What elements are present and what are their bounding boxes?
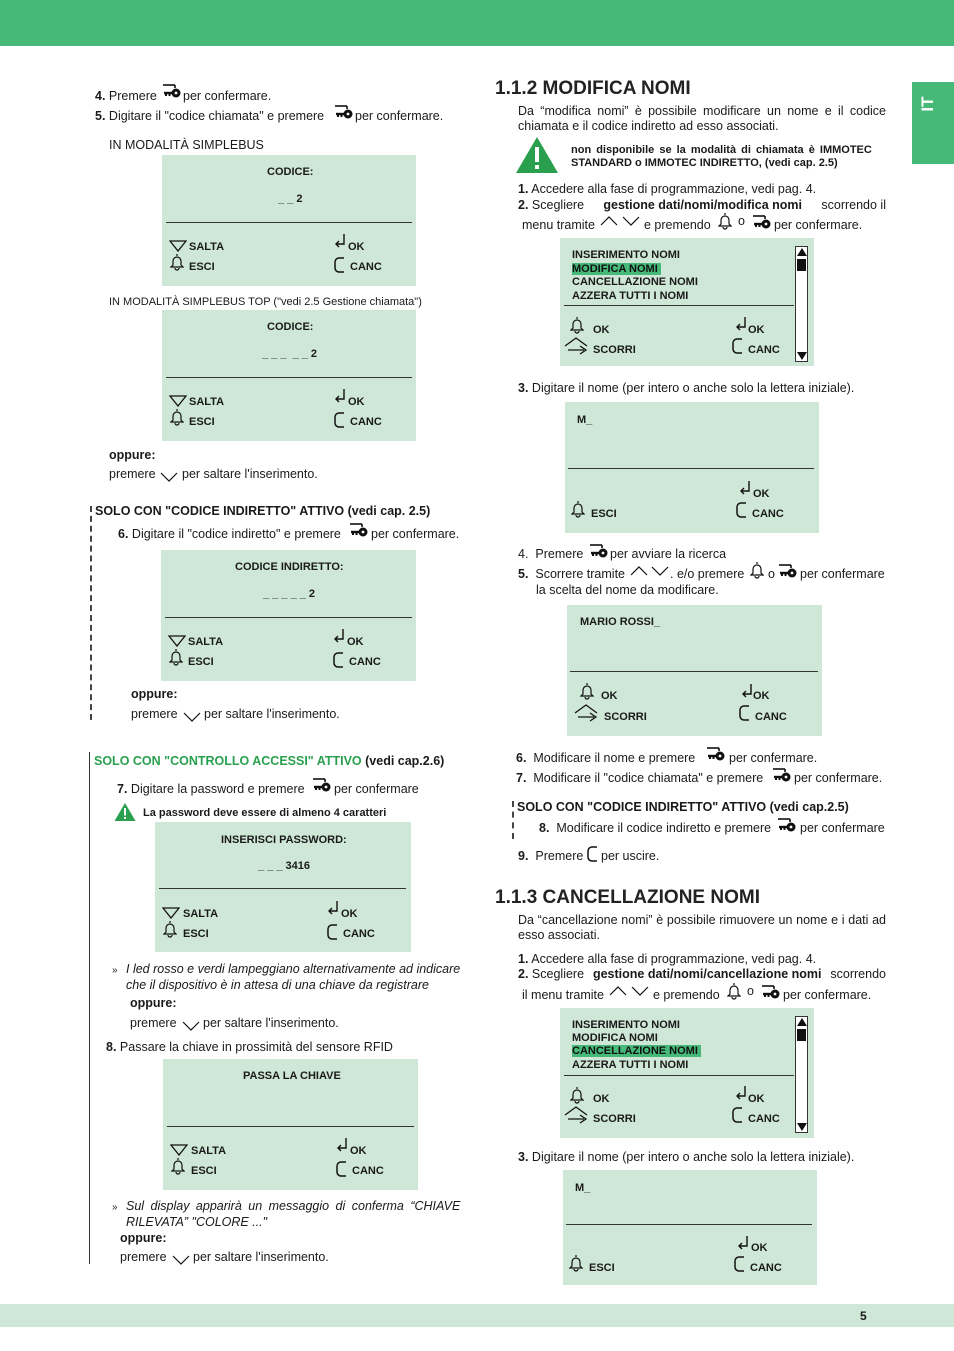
lcd-value: MARIO ROSSI_ [580, 616, 661, 628]
chevron-up-icon [600, 216, 618, 226]
section-marker [90, 506, 92, 720]
step-7: 7. Digitare la password e premere [117, 782, 305, 796]
note-bullet: » [112, 1202, 118, 1213]
triangle-down-icon [168, 635, 186, 647]
indiretto-heading-right: SOLO CON "CODICE INDIRETTO" ATTIVO (vedi cap.2.5) [517, 800, 849, 814]
oppure: oppure: [130, 996, 177, 1010]
scorri-label: SCORRI [593, 1113, 636, 1125]
scorri-icon [564, 336, 592, 356]
scorri-label: SCORRI [604, 711, 647, 723]
key-icon [349, 522, 369, 538]
menu-item: INSERIMENTO NOMI [572, 1019, 680, 1031]
bell-icon [750, 561, 764, 579]
oppure: oppure: [131, 687, 178, 701]
note-bullet: » [112, 965, 118, 976]
ok-label: OK [748, 324, 765, 336]
salta-label: SALTA [183, 908, 219, 920]
canc-label: CANC [755, 711, 787, 723]
menu-item-selected: CANCELLAZIONE NOMI [572, 1045, 701, 1057]
m-step-6-post: per confermare. [729, 751, 818, 765]
bell-icon [170, 253, 184, 271]
key-icon [334, 104, 354, 120]
triangle-down-icon [162, 907, 180, 919]
section-title-cancellazione: 1.1.3 CANCELLAZIONE NOMI [495, 887, 760, 908]
skip-pre: premere [120, 1250, 167, 1264]
c-icon [739, 704, 751, 722]
lcd-codice [162, 155, 416, 286]
m-step-5-o: o [768, 567, 775, 581]
c-step-3: 3. Digitare il nome (per intero o anche solo la lettera iniziale). [518, 1150, 855, 1164]
chevron-down-icon [631, 986, 649, 996]
c-icon [587, 845, 599, 863]
key-icon [162, 83, 182, 99]
c-icon [334, 411, 346, 429]
key-icon [312, 777, 332, 793]
lcd-title: INSERISCI PASSWORD: [221, 834, 347, 846]
bell-icon [727, 982, 741, 1000]
chevron-down-icon [651, 566, 669, 576]
enter-icon [327, 900, 339, 916]
warning-icon [515, 136, 559, 174]
key-icon [706, 746, 726, 762]
step-5: 5. Digitare il "codice chiamata" e premere [95, 109, 325, 123]
skip-post: per saltare l'inserimento. [203, 1016, 339, 1030]
enter-icon [741, 683, 753, 699]
enter-icon [336, 1137, 348, 1153]
lcd-found-name [567, 605, 822, 736]
lcd-value: _ _ _ _ _ 2 [262, 348, 318, 360]
menu-item-selected: MODIFICA NOMI [572, 263, 661, 275]
triangle-down-icon [169, 395, 187, 407]
canc-label: CANC [343, 928, 375, 940]
bell-icon [171, 1157, 185, 1175]
bell-icon [570, 316, 584, 334]
scorri-icon [574, 703, 602, 723]
m-step-8: 8. Modificare il codice indiretto e premere [539, 821, 772, 835]
bell-icon [170, 408, 184, 426]
enter-icon [735, 316, 747, 332]
ok-label: OK [751, 1242, 768, 1254]
esci-label: ESCI [183, 928, 209, 940]
enter-icon [739, 480, 751, 496]
step-4: 4. Premere [95, 89, 157, 103]
esci-label: ESCI [591, 508, 617, 520]
scorri-icon [564, 1105, 592, 1125]
c-icon [333, 651, 345, 669]
enter-icon [735, 1085, 747, 1101]
salta-label: SALTA [191, 1145, 227, 1157]
header-bar [0, 0, 954, 46]
c-icon [732, 1106, 744, 1124]
esci-label: ESCI [589, 1262, 615, 1274]
indiretto-heading: SOLO CON "CODICE INDIRETTO" ATTIVO (vedi cap. 2.5) [95, 504, 431, 518]
lcd-title: CODICE: [267, 166, 314, 178]
key-icon [772, 767, 792, 783]
ok-label: OK [593, 1093, 610, 1105]
chevron-down-icon [622, 216, 640, 226]
section-marker [89, 752, 90, 1264]
ok-label: OK [348, 396, 365, 408]
chevron-up-icon [609, 986, 627, 996]
canc-label: CANC [750, 1262, 782, 1274]
scrollbar [795, 1016, 808, 1133]
note-led-2: che il dispositivo è in attesa di una chiave da registrare [126, 978, 429, 992]
esci-label: ESCI [188, 656, 214, 668]
m-step-7-post: per confermare. [794, 771, 883, 785]
m-step-1: 1. Accedere alla fase di programmazione, vedi pag. 4. [518, 182, 817, 196]
lcd-value: _ _ 2 [278, 193, 303, 205]
m-step-8-post: per confermare [800, 821, 885, 835]
step-7-post: per confermare [334, 782, 419, 796]
menu-item: AZZERA TUTTI I NOMI [572, 290, 689, 302]
bell-icon [569, 1254, 583, 1272]
esci-label: ESCI [189, 416, 215, 428]
canc-label: CANC [752, 508, 784, 520]
chevron-down-icon [172, 1255, 190, 1265]
warning-modalita: non disponibile se la modalità di chiamata è IMMOTEC [571, 144, 872, 156]
lcd-password [155, 822, 411, 952]
section-title-modifica: 1.1.2 MODIFICA NOMI [495, 78, 691, 99]
m-step-2-o: o [738, 214, 745, 228]
ok-label: OK [753, 488, 770, 500]
lcd-codice-top [162, 310, 416, 441]
chevron-down-icon [182, 1021, 200, 1031]
bell-icon [718, 212, 732, 230]
step-6: 6. Digitare il "codice indiretto" e premere [118, 527, 341, 541]
ok-label: OK [593, 324, 610, 336]
c-step-2: 2. Scegliere gestione dati/nomi/cancellazione nomi scorrendo [518, 967, 886, 981]
lcd-value: M_ [575, 1182, 591, 1194]
lcd-value: _ _ _ 3416 [258, 860, 310, 872]
note-led: I led rosso e verdi lampeggiano alternativamente ad indicare [126, 962, 461, 976]
skip-pre: premere [109, 467, 156, 481]
enter-icon [737, 1235, 749, 1251]
menu-item: INSERIMENTO NOMI [572, 249, 680, 261]
lcd-search-name-canc [563, 1170, 817, 1285]
m-step-2: 2. Scegliere gestione dati/nomi/modifica nomi scorrendo il [518, 198, 886, 212]
c-icon [336, 1160, 348, 1178]
oppure: oppure: [120, 1231, 167, 1245]
canc-label: CANC [349, 656, 381, 668]
m-step-2-l2: menu tramite [522, 218, 595, 232]
canc-label: CANC [350, 416, 382, 428]
menu-item: MODIFICA NOMI [572, 1032, 658, 1044]
section-marker [512, 801, 514, 839]
lcd-title: CODICE INDIRETTO: [235, 561, 344, 573]
bell-icon [571, 500, 585, 518]
m-step-9: 9. Premere [518, 849, 584, 863]
language-tab: IT [912, 82, 954, 164]
c-icon [736, 501, 748, 519]
enter-icon [334, 233, 346, 249]
bell-icon [169, 648, 183, 666]
step-5-post: per confermare. [355, 109, 444, 123]
m-step-5-post: per confermare [800, 567, 885, 581]
ok-label: OK [753, 690, 770, 702]
m-step-2-l2d: per confermare. [774, 218, 863, 232]
skip-pre: premere [130, 1016, 177, 1030]
warning-password: La password deve essere di almeno 4 caratteri [143, 807, 387, 819]
ok-label: OK [350, 1145, 367, 1157]
enter-icon [333, 628, 345, 644]
chevron-down-icon [183, 712, 201, 722]
m-step-4: 4. Premere [518, 547, 584, 561]
m-step-3: 3. Digitare il nome (per intero o anche solo la lettera iniziale). [518, 381, 855, 395]
m-step-5-mid: . e/o premere [670, 567, 745, 581]
c-icon [734, 1255, 746, 1273]
m-step-2-l2b: e premendo [644, 218, 711, 232]
m-step-6: 6. Modificare il nome e premere [516, 751, 696, 765]
ok-label: OK [347, 636, 364, 648]
scrollbar [795, 246, 808, 362]
bell-icon [580, 682, 594, 700]
canc-label: CANC [352, 1165, 384, 1177]
mode-simplebus: IN MODALITÀ SIMPLEBUS [109, 138, 264, 152]
c-icon [334, 256, 346, 274]
triangle-down-icon [169, 240, 187, 252]
lcd-title: PASSA LA CHIAVE [243, 1070, 341, 1082]
salta-label: SALTA [189, 241, 225, 253]
c-step-2-l2d: per confermare. [783, 988, 872, 1002]
intro-modifica: Da “modifica nomi” è possibile modificare un nome e il codice chiamata e il codice indiretto ad esso associati. [518, 104, 886, 133]
chevron-down-icon [160, 472, 178, 482]
lcd-value: _ _ _ _ _ 2 [263, 588, 315, 600]
step-8: 8. Passare la chiave in prossimità del sensore RFID [106, 1040, 393, 1054]
c-icon [327, 923, 339, 941]
skip-post: per saltare l'inserimento. [182, 467, 318, 481]
m-step-7: 7. Modificare il "codice chiamata" e premere [516, 771, 764, 785]
chevron-up-icon [630, 566, 648, 576]
note-display: Sul display apparirà un messaggio di conferma “CHIAVE [126, 1199, 461, 1213]
skip-post: per saltare l'inserimento. [193, 1250, 329, 1264]
bell-icon [570, 1086, 584, 1104]
step-4-post: per confermare. [183, 89, 272, 103]
menu-item: AZZERA TUTTI I NOMI [572, 1059, 689, 1071]
oppure: oppure: [109, 448, 156, 462]
c-step-2-l2b: e premendo [653, 988, 720, 1002]
skip-post: per saltare l'inserimento. [204, 707, 340, 721]
page-number: 5 [860, 1309, 867, 1323]
salta-label: SALTA [189, 396, 225, 408]
c-step-1: 1. Accedere alla fase di programmazione, vedi pag. 4. [518, 952, 817, 966]
ok-label: OK [748, 1093, 765, 1105]
lcd-passa-chiave [163, 1059, 418, 1190]
ok-label: OK [348, 241, 365, 253]
lcd-value: M_ [577, 414, 593, 426]
intro-cancellazione: Da “cancellazione nomi” è possibile rimuovere un nome e i dati ad esso associati. [518, 913, 886, 942]
triangle-down-icon [170, 1144, 188, 1156]
mode-simplebus-top: IN MODALITÀ SIMPLEBUS TOP ("vedi 2.5 Gestione chiamata") [109, 296, 422, 308]
salta-label: SALTA [188, 636, 224, 648]
c-step-2-l2: il menu tramite [522, 988, 604, 1002]
c-step-2-o: o [747, 984, 754, 998]
footer-bar [0, 1304, 954, 1327]
ok-label: OK [341, 908, 358, 920]
m-step-4-post: per avviare la ricerca [610, 547, 727, 561]
warning-icon [114, 802, 136, 822]
bell-icon [163, 920, 177, 938]
canc-label: CANC [748, 1113, 780, 1125]
lcd-codice-indiretto [161, 550, 416, 681]
lcd-search-name [565, 402, 819, 533]
canc-label: CANC [350, 261, 382, 273]
skip-pre: premere [131, 707, 178, 721]
canc-label: CANC [748, 344, 780, 356]
lcd-title: CODICE: [267, 321, 314, 333]
m-step-5: 5. Scorrere tramite [518, 567, 625, 581]
lcd-menu-modifica [560, 238, 814, 366]
menu-item: CANCELLAZIONE NOMI [572, 276, 698, 288]
key-icon [761, 984, 781, 1000]
m-step-9-post: per uscire. [601, 849, 660, 863]
warning-modalita-2: STANDARD o IMMOTEC INDIRETTO, (vedi cap. 2.5) [571, 157, 838, 169]
step-6-post: per confermare. [371, 527, 460, 541]
esci-label: ESCI [189, 261, 215, 273]
m-step-5-l2: la scelta del nome da modificare. [536, 583, 719, 597]
accessi-heading: SOLO CON "CONTROLLO ACCESSI" ATTIVO (vedi cap.2.6) [94, 754, 445, 768]
c-icon [732, 337, 744, 355]
key-icon [778, 563, 798, 579]
lcd-menu-cancellazione [560, 1008, 814, 1138]
key-icon [752, 214, 772, 230]
enter-icon [334, 388, 346, 404]
ok-label: OK [601, 690, 618, 702]
esci-label: ESCI [191, 1165, 217, 1177]
key-icon [589, 543, 609, 559]
key-icon [777, 817, 797, 833]
scorri-label: SCORRI [593, 344, 636, 356]
note-display-2: RILEVATA” "COLORE ..." [126, 1215, 268, 1229]
